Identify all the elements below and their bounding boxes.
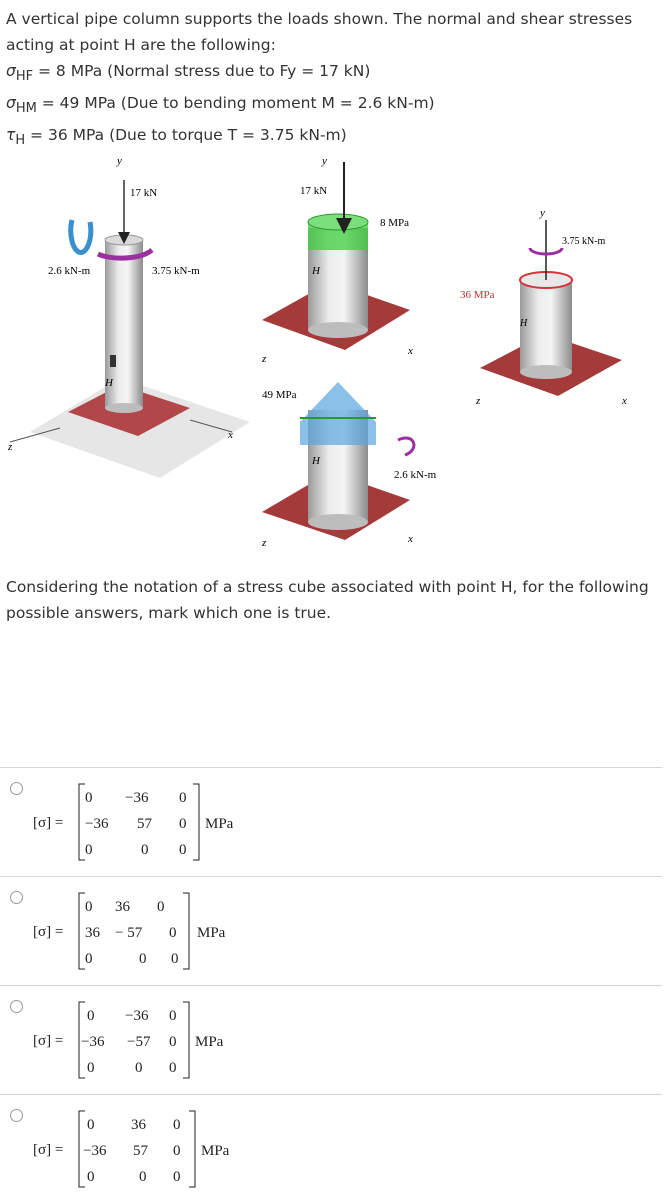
svg-text:−36: −36 xyxy=(83,1143,107,1159)
answer-option-1[interactable] xyxy=(0,767,662,876)
svg-text:[σ] =: [σ] = xyxy=(33,924,64,940)
stress-matrix xyxy=(33,776,273,868)
svg-text:−36: −36 xyxy=(125,790,149,806)
bending-stress-block xyxy=(300,382,376,445)
svg-text:−36: −36 xyxy=(85,816,109,832)
question-intro-line1: A vertical pipe column supports the loads shown. The normal and shear stresses xyxy=(6,10,633,28)
svg-text:0: 0 xyxy=(179,842,187,858)
svg-text:[σ] =: [σ] = xyxy=(33,1142,64,1158)
svg-text:0: 0 xyxy=(87,1008,95,1024)
svg-text:− 57: − 57 xyxy=(115,925,143,941)
stress-line-bending: $\sigma_{HM} = 49$ MPa (Due to bending moment M = 2.6 kN-m) xyxy=(6,94,435,117)
question-text xyxy=(6,6,661,154)
svg-text:0: 0 xyxy=(85,899,93,915)
svg-text:0: 0 xyxy=(173,1169,181,1185)
svg-text:0: 0 xyxy=(169,1008,177,1024)
svg-text:0: 0 xyxy=(85,842,93,858)
svg-text:z: z xyxy=(262,537,267,549)
svg-text:−57: −57 xyxy=(127,1034,151,1050)
figure-torsion-stress xyxy=(460,207,627,407)
moment-arrow xyxy=(71,220,91,253)
answer-option-3[interactable] xyxy=(0,985,662,1094)
svg-text:0: 0 xyxy=(179,790,187,806)
answer-prompt: Considering the notation of a stress cube associated with point H, for the following possible answers, mark which one is true. xyxy=(6,578,649,622)
svg-text:[σ] =: [σ] = xyxy=(33,1033,64,1049)
svg-text:8 MPa: 8 MPa xyxy=(380,217,410,229)
svg-text:0: 0 xyxy=(157,899,165,915)
figure-bending-stress xyxy=(261,382,437,549)
svg-text:57: 57 xyxy=(133,1143,148,1159)
svg-text:0: 0 xyxy=(139,1169,147,1185)
svg-text:36: 36 xyxy=(115,899,130,915)
svg-text:0: 0 xyxy=(135,1060,143,1076)
svg-text:0: 0 xyxy=(169,1034,177,1050)
answer-option-2[interactable] xyxy=(0,876,662,985)
svg-text:0: 0 xyxy=(87,1169,95,1185)
svg-text:z: z xyxy=(8,441,13,453)
svg-text:36: 36 xyxy=(85,925,100,941)
stress-line-torsion: $\tau_H = 36$ MPa (Due to torque T = 3.75 kN-m) xyxy=(6,126,347,149)
svg-text:z: z xyxy=(476,395,481,407)
svg-text:0: 0 xyxy=(169,925,177,941)
svg-text:[σ] =: [σ] = xyxy=(33,815,64,831)
svg-text:H: H xyxy=(105,377,113,389)
svg-text:x: x xyxy=(622,395,627,407)
answer-option-4[interactable] xyxy=(0,1094,662,1203)
svg-text:2.6 kN-m: 2.6 kN-m xyxy=(48,265,91,277)
stress-matrix xyxy=(33,994,273,1086)
svg-text:x: x xyxy=(408,345,413,357)
svg-text:57: 57 xyxy=(137,816,152,832)
figure-column xyxy=(7,155,250,478)
svg-text:MPa: MPa xyxy=(205,816,234,832)
question-intro-line2: acting at point H are the following: xyxy=(6,36,276,54)
svg-text:0: 0 xyxy=(173,1143,181,1159)
svg-text:MPa: MPa xyxy=(197,925,226,941)
svg-text:17 kN: 17 kN xyxy=(130,187,158,199)
svg-text:0: 0 xyxy=(87,1117,95,1133)
svg-text:y: y xyxy=(117,155,122,167)
stress-matrix xyxy=(33,1103,273,1195)
stress-line-normal: $\sigma_{HF} = 8$ MPa (Normal stress due to Fy = 17 kN) xyxy=(6,62,371,85)
svg-text:x: x xyxy=(228,429,233,441)
radio-button[interactable] xyxy=(10,782,23,795)
radio-button[interactable] xyxy=(10,1000,23,1013)
svg-text:0: 0 xyxy=(85,790,93,806)
figure-axial-stress xyxy=(261,155,413,365)
svg-text:−36: −36 xyxy=(125,1008,149,1024)
svg-text:MPa: MPa xyxy=(201,1143,230,1159)
point-h-marker xyxy=(110,355,116,367)
svg-text:x: x xyxy=(408,533,413,545)
svg-text:17 kN: 17 kN xyxy=(300,185,328,197)
svg-text:H: H xyxy=(520,318,528,329)
svg-text:y: y xyxy=(322,155,327,167)
radio-button[interactable] xyxy=(10,1109,23,1122)
svg-text:−36: −36 xyxy=(81,1034,105,1050)
svg-text:0: 0 xyxy=(179,816,187,832)
svg-text:2.6 kN-m: 2.6 kN-m xyxy=(394,469,437,481)
svg-text:H: H xyxy=(312,455,320,467)
pipe xyxy=(520,280,572,372)
radio-button[interactable] xyxy=(10,891,23,904)
svg-text:z: z xyxy=(262,353,267,365)
svg-text:y: y xyxy=(540,207,545,219)
svg-text:0: 0 xyxy=(169,1060,177,1076)
svg-text:49 MPa: 49 MPa xyxy=(262,389,297,401)
svg-text:36: 36 xyxy=(131,1117,146,1133)
svg-text:3.75 kN-m: 3.75 kN-m xyxy=(562,236,606,247)
svg-text:0: 0 xyxy=(141,842,149,858)
svg-text:0: 0 xyxy=(87,1060,95,1076)
svg-text:0: 0 xyxy=(173,1117,181,1133)
svg-text:0: 0 xyxy=(85,951,93,967)
svg-text:H: H xyxy=(312,265,320,277)
moment-arrow xyxy=(398,438,414,455)
loading-figures xyxy=(0,150,670,555)
stress-matrix xyxy=(33,885,273,977)
svg-text:36 MPa: 36 MPa xyxy=(460,289,495,301)
svg-text:0: 0 xyxy=(139,951,147,967)
svg-text:MPa: MPa xyxy=(195,1034,224,1050)
svg-text:3.75 kN-m: 3.75 kN-m xyxy=(152,265,200,277)
svg-text:0: 0 xyxy=(171,951,179,967)
